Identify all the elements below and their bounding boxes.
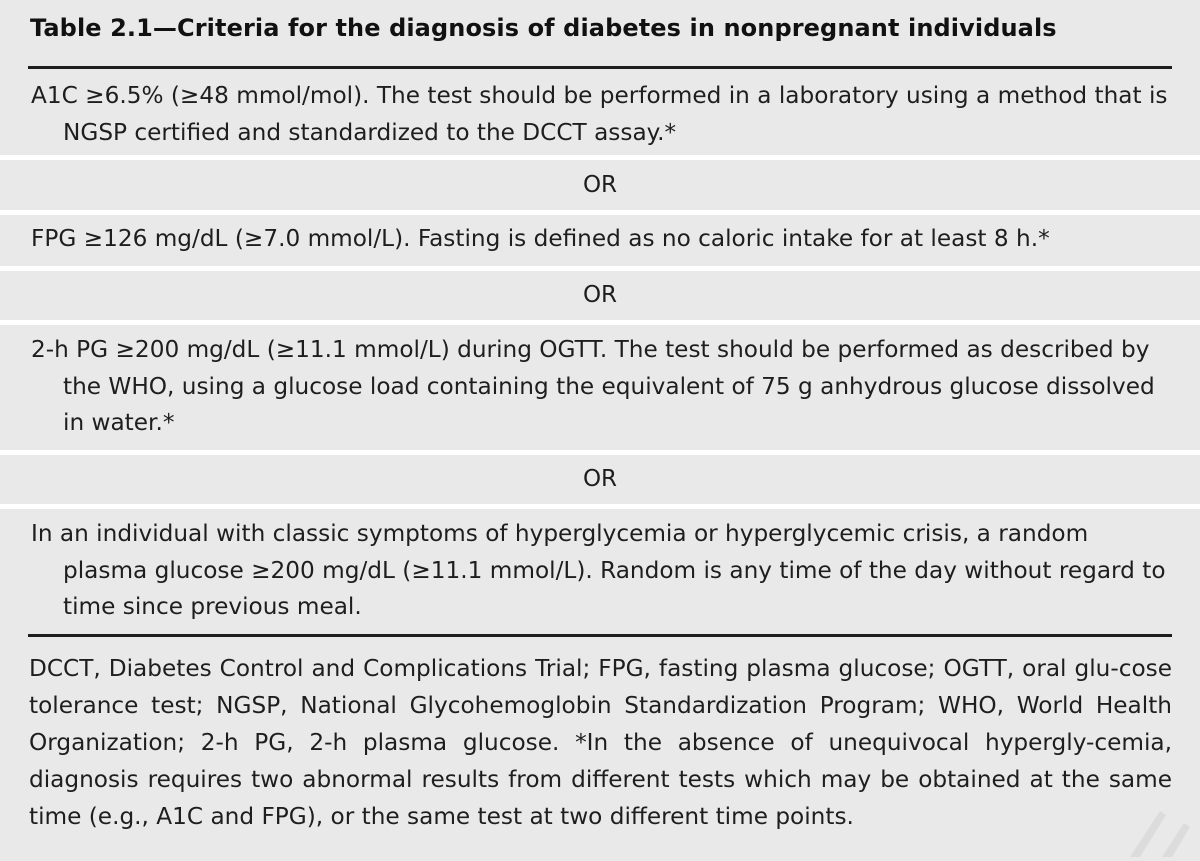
watermark-mark — [1122, 807, 1192, 859]
row-separator — [0, 266, 1200, 271]
row-separator — [0, 320, 1200, 325]
or-separator-1: OR — [582, 172, 618, 198]
criterion-fpg: FPG ≥126 mg/dL (≥7.0 mmol/L). Fasting is defined as no caloric intake for at least 8 h.* — [31, 225, 1050, 252]
criterion-2h-pg: 2-h PG ≥200 mg/dL (≥11.1 mmol/L) during OGTT. The test should be performed as described by the WHO, using a glucose load containing the equivalent of 75 g anhydrous glucose dissolved in water.* — [31, 336, 1155, 436]
row-separator — [0, 210, 1200, 215]
row-separator — [0, 450, 1200, 455]
or-separator-2: OR — [582, 282, 618, 308]
table-footnote: DCCT, Diabetes Control and Complications Trial; FPG, fasting plasma glucose; OGTT, oral glu-cose tolerance test; NGSP, National Glycohemoglobin Standardization Program; WHO, World Health Organization; 2-h PG, 2-h plasma glucose. *In the absence of unequivocal hypergly-cemia, diagnosis requires two abnormal results from different tests which may be obtained at the same time (e.g., A1C and FPG), or the same test at two different time points. — [29, 655, 1172, 830]
row-separator — [0, 155, 1200, 160]
criterion-random-glucose: In an individual with classic symptoms of hyperglycemia or hyperglycemic crisis, a random plasma glucose ≥200 mg/dL (≥11.1 mmol/L). Random is any time of the day without regard to time since previous meal. — [31, 520, 1166, 620]
criterion-a1c: A1C ≥6.5% (≥48 mmol/mol). The test should be performed in a laboratory using a method that is NGSP certified and standardized to the DCCT assay.* — [31, 82, 1168, 146]
table-bottom-rule — [28, 634, 1172, 637]
row-separator — [0, 504, 1200, 509]
or-separator-3: OR — [582, 466, 618, 492]
table-title: Table 2.1—Criteria for the diagnosis of diabetes in nonpregnant individuals — [30, 14, 1057, 42]
table-top-rule — [28, 66, 1172, 69]
